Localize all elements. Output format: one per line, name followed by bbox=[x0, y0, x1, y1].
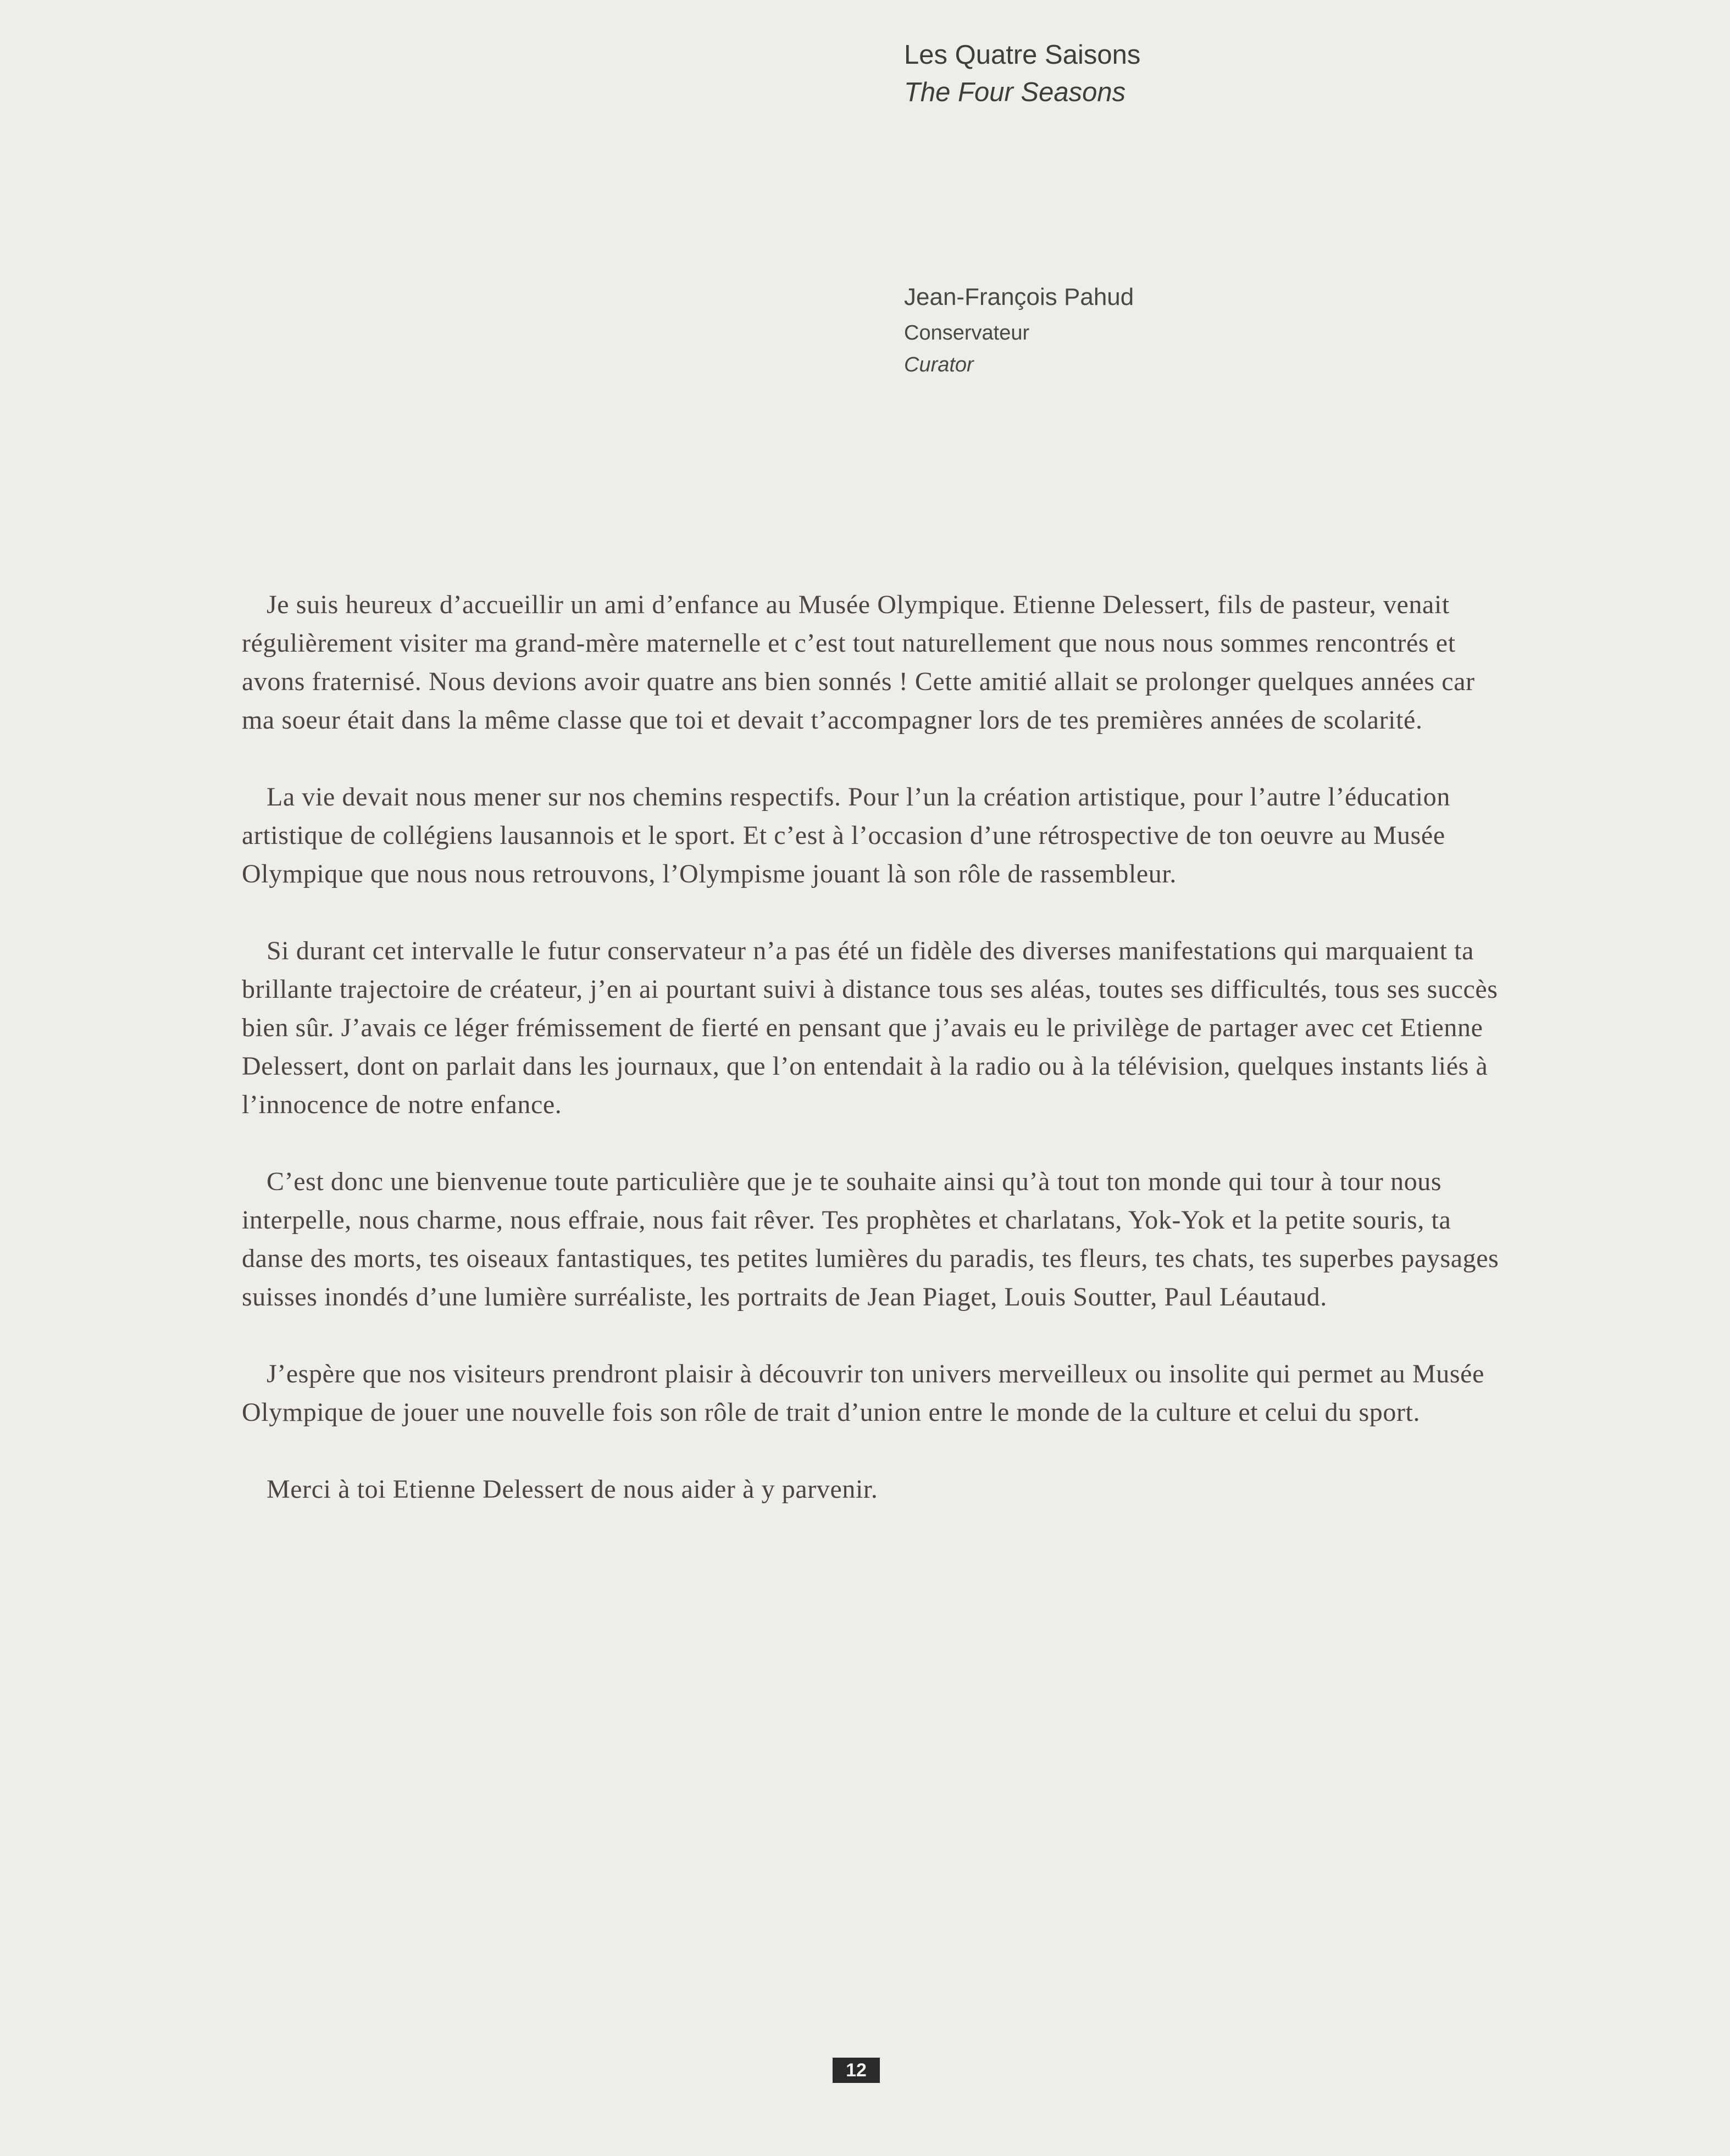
paragraph-1: Je suis heureux d’accueillir un ami d’enfance au Musée Olympique. Etienne Delessert, fils de pasteur, venait régulièrement visiter ma grand-mère maternelle et c’est tout naturellement que nous nous sommes rencontrés et avons fraternisé. Nous devions avoir quatre ans bien sonnés ! Cette amitié allait se prolonger quelques années car ma soeur était dans la même classe que toi et devait t’accompagner lors de tes premières années de scolarité. bbox=[242, 590, 1475, 735]
body-text bbox=[242, 586, 1506, 1547]
author-role-en: Curator bbox=[904, 353, 974, 376]
paragraph-3: Si durant cet intervalle le futur conservateur n’a pas été un fidèle des diverses manifestations qui marquaient ta brillante trajectoire de créateur, j’en ai pourtant suivi à distance tous ses aléas, toutes ses difficultés, tous ses succès bien sûr. J’avais ce léger frémissement de fierté en pensant que j’avais eu le privilège de partager avec cet Etienne Delessert, dont on parlait dans les journaux, que l’on entendait à la radio ou à la télévision, quelques instants liés à l’innocence de notre enfance. bbox=[242, 936, 1498, 1119]
page-number: 12 bbox=[833, 2058, 880, 2083]
header-block bbox=[904, 36, 1140, 111]
author-role-fr: Conservateur bbox=[904, 321, 1030, 344]
page-subtitle: The Four Seasons bbox=[904, 77, 1126, 107]
paragraph-4: C’est donc une bienvenue toute particulière que je te souhaite ainsi qu’à tout ton monde qui tour à tour nous interpelle, nous charme, nous effraie, nous fait rêver. Tes prophètes et charlatans, Yok-Yok et la petite souris, ta danse des morts, tes oiseaux fantastiques, tes petites lumières du paradis, tes fleurs, tes chats, tes superbes paysages suisses inondés d’une lumière surréaliste, les portraits de Jean Piaget, Louis Soutter, Paul Léautaud. bbox=[242, 1167, 1499, 1312]
author-block bbox=[904, 277, 1134, 381]
author-name: Jean-François Pahud bbox=[904, 284, 1134, 310]
paragraph-5: J’espère que nos visiteurs prendront plaisir à découvrir ton univers merveilleux ou insolite qui permet au Musée Olympique de jouer une nouvelle fois son rôle de trait d’union entre le monde de la culture et celui du sport. bbox=[242, 1359, 1484, 1427]
paragraph-2: La vie devait nous mener sur nos chemins respectifs. Pour l’un la création artistique, pour l’autre l’éducation artistique de collégiens lausannois et le sport. Et c’est à l’occasion d’une rétrospective de ton oeuvre au Musée Olympique que nous nous retrouvons, l’Olympisme jouant là son rôle de rassembleur. bbox=[242, 782, 1450, 888]
paragraph-6: Merci à toi Etienne Delessert de nous aider à y parvenir. bbox=[267, 1475, 878, 1504]
page-title: Les Quatre Saisons bbox=[904, 40, 1141, 70]
